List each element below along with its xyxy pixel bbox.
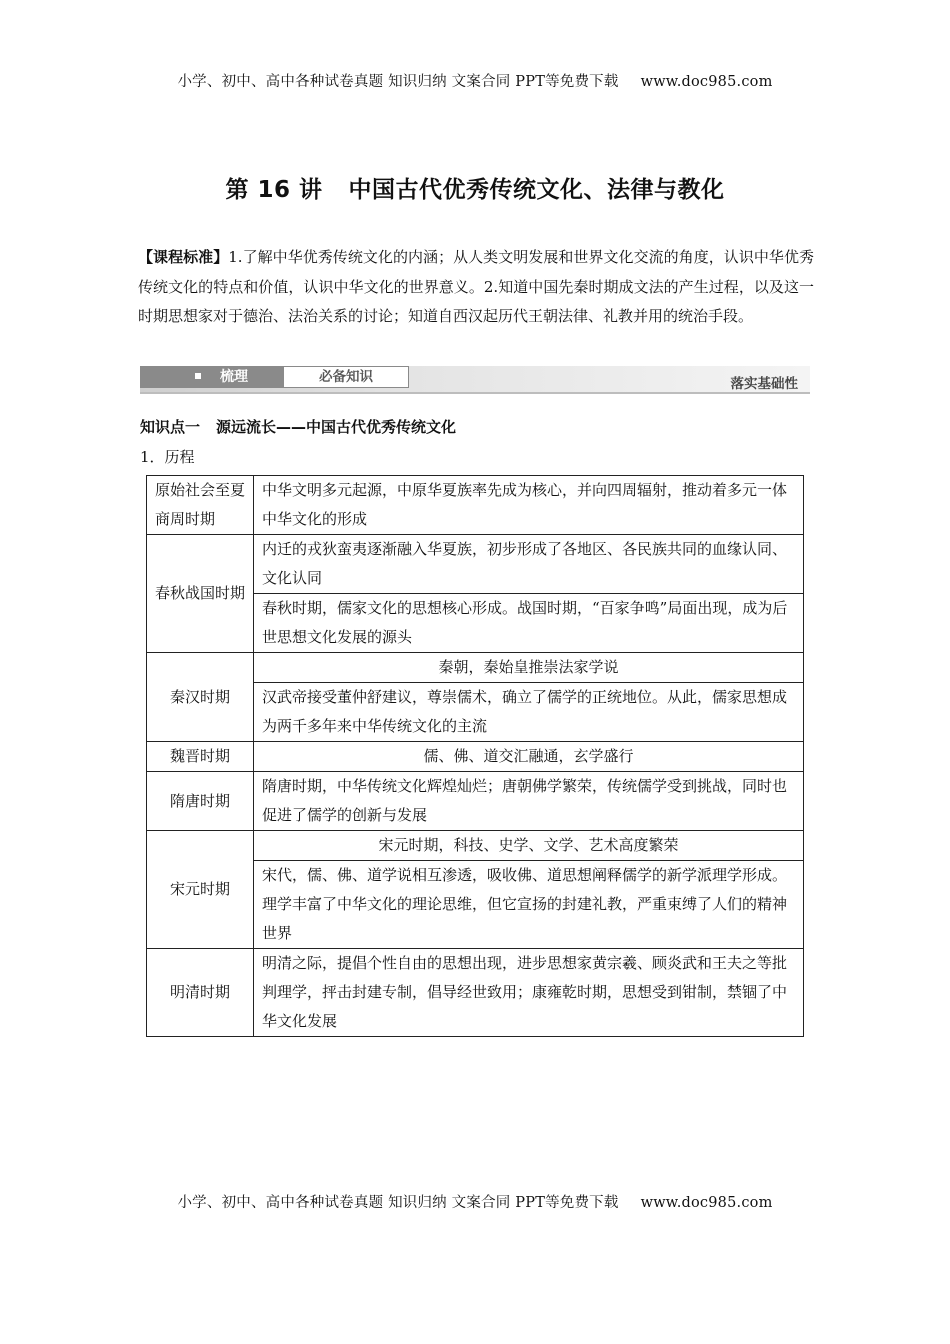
course-standard [138,243,814,332]
table-row [147,653,804,683]
section-subheading: 1．历程 [140,448,195,466]
period-cell: 春秋战国时期 [147,535,254,653]
period-cell: 秦汉时期 [147,653,254,742]
description-cell: 隋唐时期，中华传统文化辉煌灿烂；唐朝佛学繁荣，传统儒学受到挑战，同时也促进了儒学的创新与发展 [254,772,804,831]
description-cell: 宋代，儒、佛、道学说相互渗透，吸收佛、道思想阐释儒学的新学派理学形成。理学丰富了中华文化的理论思维，但它宣扬的封建礼教，严重束缚了人们的精神世界 [254,861,804,949]
footer-text: 小学、初中、高中各种试卷真题 知识归纳 文案合同 PPT等免费下载 [177,1195,619,1211]
table-row [147,535,804,594]
description-cell: 中华文明多元起源，中原华夏族率先成为核心，并向四周辐射，推动着多元一体中华文化的形成 [254,476,804,535]
description-cell: 宋元时期，科技、史学、文学、艺术高度繁荣 [254,831,804,861]
knowledge-point-number: 知识点一 [140,418,201,436]
course-standard-label: 【课程标准】 [138,248,229,266]
description-cell: 内迁的戎狄蛮夷逐渐融入华夏族，初步形成了各地区、各民族共同的血缘认同、文化认同 [254,535,804,594]
knowledge-point-title: 源远流长——中国古代优秀传统文化 [216,418,457,436]
lecture-number: 第 16 讲 [225,177,323,203]
description-cell: 秦朝，秦始皇推崇法家学说 [254,653,804,683]
period-cell: 隋唐时期 [147,772,254,831]
knowledge-point-heading [140,416,456,437]
footer-url[interactable]: www.doc985.com [640,1195,773,1211]
banner-left-block [140,366,283,388]
section-banner [140,366,810,394]
description-cell: 明清之际，提倡个性自由的思想出现，进步思想家黄宗羲、顾炎武和王夫之等批判理学，抨击封建专制，倡导经世致用；康雍乾时期，思想受到钳制，禁锢了中华文化发展 [254,949,804,1037]
header-url[interactable]: www.doc985.com [640,74,773,90]
period-cell: 明清时期 [147,949,254,1037]
page-footer [0,1191,950,1212]
lecture-title: 中国古代优秀传统文化、法律与教化 [348,177,725,203]
history-table-body [147,476,804,1037]
table-row [147,949,804,1037]
period-cell: 宋元时期 [147,831,254,949]
square-bullet-icon [195,373,201,379]
period-cell: 魏晋时期 [147,742,254,772]
banner-right-label: 落实基础性 [730,376,798,392]
period-cell: 原始社会至夏商周时期 [147,476,254,535]
history-table [146,475,804,1037]
page-header [0,70,950,91]
description-cell: 儒、佛、道交汇融通，玄学盛行 [254,742,804,772]
banner-tab: 必备知识 [283,366,409,388]
header-text: 小学、初中、高中各种试卷真题 知识归纳 文案合同 PPT等免费下载 [177,74,619,90]
table-row [147,742,804,772]
course-standard-text: 1.了解中华优秀传统文化的内涵；从人类文明发展和世界文化交流的角度，认识中华优秀传统文化的特点和价值，认识中华文化的世界意义。2.知道中国先秦时期成文法的产生过程，以及这一时期思想家对于德治、法治关系的讨论；知道自西汉起历代王朝法律、礼教并用的统治手段。 [138,248,814,325]
table-row [147,831,804,861]
table-row [147,772,804,831]
page-title [0,171,950,204]
description-cell: 汉武帝接受董仲舒建议，尊崇儒术，确立了儒学的正统地位。从此，儒家思想成为两千多年来中华传统文化的主流 [254,683,804,742]
table-row [147,476,804,535]
description-cell: 春秋时期，儒家文化的思想核心形成。战国时期，“百家争鸣”局面出现，成为后世思想文化发展的源头 [254,594,804,653]
banner-left-label: 梳理 [220,369,248,385]
